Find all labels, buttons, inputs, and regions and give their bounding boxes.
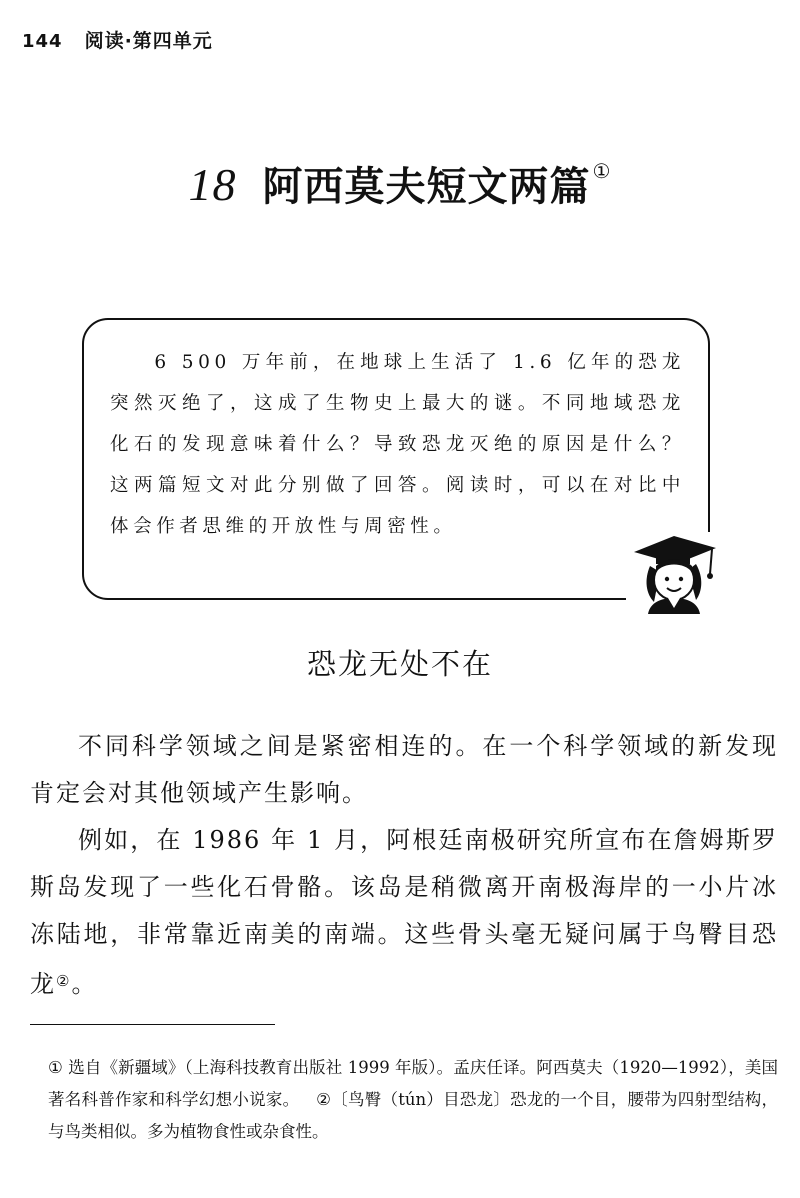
article-body xyxy=(30,723,778,1008)
intro-text: 6 500 万年前，在地球上生活了 1.6 亿年的恐龙突然灭绝了，这成了生物史上最大的谜。不同地域恐龙化石的发现意味着什么？导致恐龙灭绝的原因是什么？这两篇短文对此分别做了回答。阅读时，可以在对比中体会作者思维的开放性与周密性。 xyxy=(110,352,685,537)
paragraph-2-end: 。 xyxy=(71,970,98,998)
footnote-1 xyxy=(48,1052,778,1148)
section-label: 阅读·第四单元 xyxy=(84,30,213,52)
footnote-2-text: 〔鸟臀（tún）目恐龙〕恐龙的一个目，腰带为四射型结构，与鸟类相似。多为植物食性或杂食性。 xyxy=(48,1090,779,1141)
footnote-1-text: 选自《新疆域》（上海科技教育出版社 1999 年版）。孟庆任译。阿西莫夫（1920—1992），美国著名科普作家和科学幻想小说家。 xyxy=(48,1058,778,1109)
student-girl-graduation-cap-icon xyxy=(626,532,718,614)
lesson-title-text: 阿西莫夫短文两篇 xyxy=(262,164,591,210)
article-title: 恐龙无处不在 xyxy=(306,647,493,681)
article-paragraph-1: 不同科学领域之间是紧密相连的。在一个科学领域的新发现肯定会对其他领域产生影响。 xyxy=(30,732,778,807)
footnotes xyxy=(48,1052,778,1148)
footnote-divider xyxy=(30,1024,275,1025)
footnote-ref-2[interactable]: ② xyxy=(56,972,72,990)
footnote-1-marker: ① xyxy=(48,1058,63,1077)
article-paragraph-2 xyxy=(30,817,778,1008)
lesson-title xyxy=(0,155,800,212)
footnote-2-marker: ② xyxy=(315,1090,332,1109)
page-header xyxy=(22,26,213,53)
title-footnote-marker[interactable]: ① xyxy=(592,159,612,183)
article-paragraph-2-text: 例如，在 1986 年 1 月，阿根廷南极研究所宣布在詹姆斯罗斯岛发现了一些化石骨骼。该岛是稍微离开南极海岸的一小片冰冻陆地，非常靠近南美的南端。这些骨头毫无疑问属于鸟臀目恐龙 xyxy=(30,826,778,998)
page-number: 144 xyxy=(22,31,63,52)
lesson-number: 18 xyxy=(188,159,237,210)
